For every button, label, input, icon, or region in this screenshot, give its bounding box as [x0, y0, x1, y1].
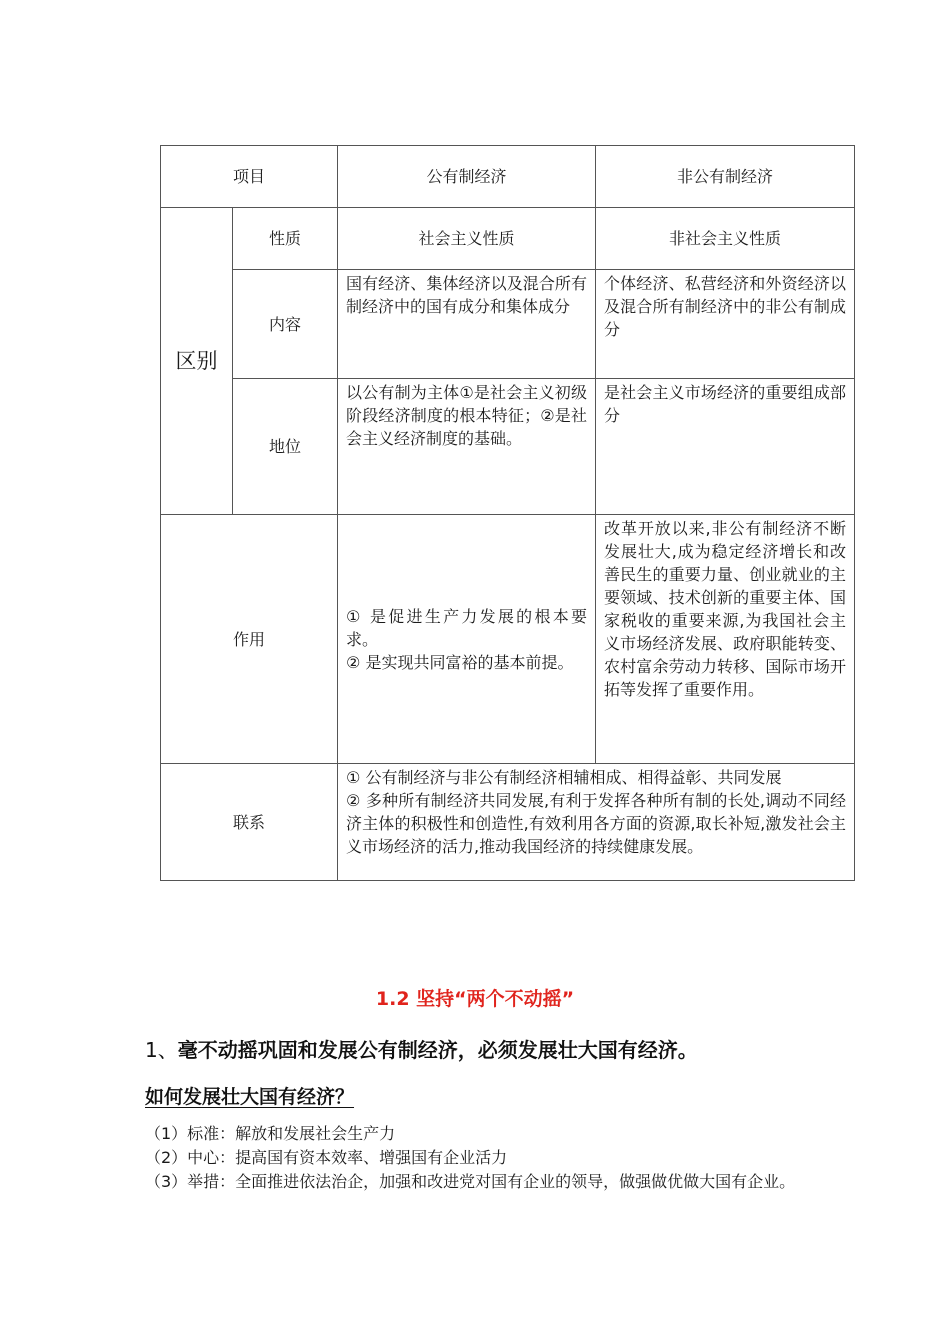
header-nonpublic-economy: 非公有制经济 [596, 146, 855, 208]
relation-label: 联系 [161, 764, 338, 881]
status-label: 地位 [233, 379, 338, 515]
section-title: 1.2 坚持“两个不动摇” [375, 988, 575, 1010]
header-public-economy: 公有制经济 [338, 146, 596, 208]
role-nonpublic: 改革开放以来,非公有制经济不断发展壮大,成为稳定经济增长和改善民生的重要力量、创业就业的主要领域、技术创新的重要主体、国家税收的重要来源,为我国社会主义市场经济发展、政府职能转变、农村富余劳动力转移、国际市场开拓等发挥了重要作用。 [604, 519, 847, 699]
header-item: 项目 [161, 146, 338, 208]
list-item: （3）举措：全面推进依法治企，加强和改进党对国有企业的领导，做强做优做大国有企业。 [145, 1172, 796, 1191]
nature-row [161, 208, 855, 270]
list-item: （2）中心：提高国有资本效率、增强国有企业活力 [145, 1148, 508, 1167]
point-1-number: 1、 [145, 1038, 178, 1062]
content-nonpublic: 个体经济、私营经济和外资经济以及混合所有制经济中的非公有制成分 [604, 274, 847, 339]
status-public: 以公有制为主体①是社会主义初级阶段经济制度的根本特征；②是社会主义经济制度的基础。 [346, 383, 588, 448]
comparison-table [160, 145, 855, 881]
relation-text: ① 公有制经济与非公有制经济相辅相成、相得益彰、共同发展 ② 多种所有制经济共同发展,有利于发挥各种所有制的长处,调动不同经济主体的积极性和创造性,有效利用各方面的资源,取长补短,激发社会主义市场经济的活力,推动我国经济的持续健康发展。 [346, 768, 847, 856]
content-label: 内容 [233, 270, 338, 379]
content-public: 国有经济、集体经济以及混合所有制经济中的国有成分和集体成分 [346, 274, 588, 316]
point-1 [145, 1034, 698, 1063]
content-row [161, 270, 855, 379]
nature-label: 性质 [233, 208, 338, 270]
difference-label: 区别 [161, 208, 233, 515]
role-row [161, 515, 855, 764]
measure-list [145, 1122, 825, 1194]
question-heading: 如何发展壮大国有经济？ [145, 1086, 355, 1108]
point-1-text: 毫不动摇巩固和发展公有制经济，必须发展壮大国有经济。 [177, 1038, 698, 1062]
table-header-row [161, 146, 855, 208]
nature-public: 社会主义性质 [338, 208, 596, 270]
status-nonpublic: 是社会主义市场经济的重要组成部分 [604, 383, 847, 425]
nature-nonpublic: 非社会主义性质 [596, 208, 855, 270]
status-row [161, 379, 855, 515]
list-item: （1）标准：解放和发展社会生产力 [145, 1124, 396, 1143]
role-public: ① 是促进生产力发展的根本要求。 ② 是实现共同富裕的基本前提。 [346, 606, 588, 672]
role-label: 作用 [161, 515, 338, 764]
relation-row [161, 764, 855, 881]
